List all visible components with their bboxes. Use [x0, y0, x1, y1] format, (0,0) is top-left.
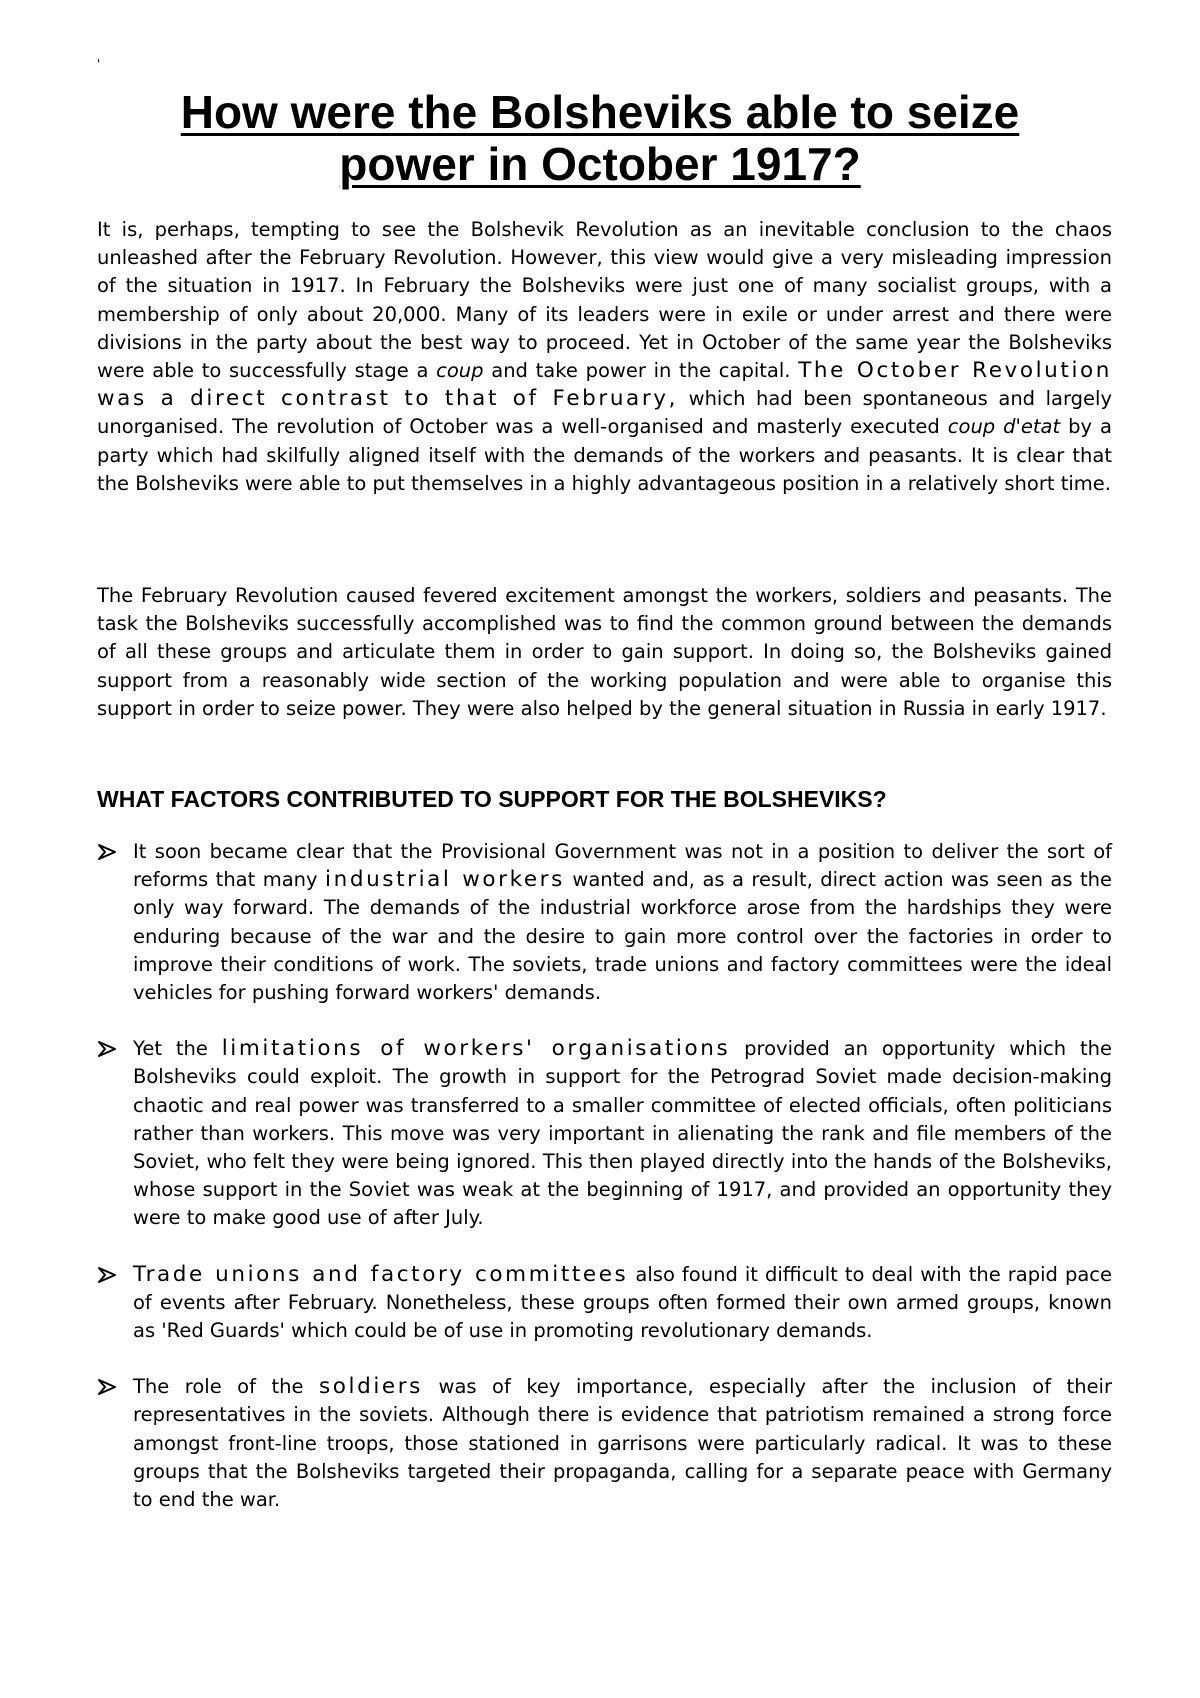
list-item — [97, 1261, 1112, 1346]
intro-emphasis: The October Revolution was a direct contrast to that of February, — [97, 358, 1112, 412]
arrow-bullet-icon — [97, 1377, 119, 1397]
february-paragraph: The February Revolution caused fevered excitement amongst the workers, soldiers and peasants. The task the Bolsheviks successfully accomplished was to find the common ground between the demands of all these groups and articulate them in order to gain support. In doing so, the Bolsheviks gained support from a reasonably wide section of the working population and were able to organise this support in order to seize power. They were also helped by the general situation in Russia in early 1917. — [97, 584, 1112, 720]
list-item — [97, 838, 1112, 1007]
intro-paragraph — [97, 216, 1112, 498]
list-item-text-a: It soon became clear that the Provisional Government was not in a position to deliver the sort of reforms that many — [133, 840, 1112, 892]
list-item-text-a: Yet the — [133, 1037, 222, 1061]
intro-text-b: and take power in the capital. — [483, 359, 799, 383]
page-mark: ' — [97, 57, 101, 71]
list-item-emphasis: soldiers — [318, 1374, 423, 1400]
list-item-text-b: was of key importance, especially after the inclusion of their representatives in the soviets. Although there is evidence that patriotism remained a strong force amongst front-line troops, those stationed in garrisons were particularly radical. It was to these groups that the Bolsheviks targeted their propaganda, calling for a separate peace with Germany to end the war. — [133, 1375, 1112, 1512]
page-title: How were the Bolsheviks able to seize power in October 1917? — [180, 86, 1020, 190]
arrow-bullet-icon — [97, 1265, 119, 1285]
list-item — [97, 1035, 1112, 1232]
list-item-emphasis: industrial workers — [325, 867, 565, 893]
arrow-bullet-icon — [97, 1039, 119, 1059]
list-item-text-b: also found it difficult to deal with the rapid pace of events after February. Nonetheless, these groups often formed their own armed groups, known as 'Red Guards' which could be of use in promoting revolutionary demands. — [133, 1262, 1112, 1343]
arrow-bullet-icon — [97, 842, 119, 862]
section-heading: WHAT FACTORS CONTRIBUTED TO SUPPORT FOR THE BOLSHEVIKS? — [97, 786, 887, 812]
intro-text-d: by a party which had skilfully aligned itself with the demands of the workers and peasants. It is clear that the Bolsheviks were able to put themselves in a highly advantageous position in a relatively short time. — [97, 415, 1112, 495]
intro-coup-detat: coup d'etat — [947, 415, 1061, 439]
intro-coup: coup — [436, 359, 484, 383]
list-item-text-a: The role of the — [133, 1375, 319, 1399]
factor-list — [97, 838, 1112, 1514]
list-item-emphasis: limitations of workers' organisations — [221, 1036, 731, 1062]
list-item-text-b: provided an opportunity which the Bolsheviks could exploit. The growth in support for the Petrograd Soviet made decision-making chaotic and real power was transferred to a smaller committee of elected officials, often politicians rather than workers. This move was very important in alienating the rank and file members of the Soviet, who felt they were being ignored. This then played directly into the hands of the Bolsheviks, whose support in the Soviet was weak at the beginning of 1917, and provided an opportunity they were to make good use of after July. — [133, 1037, 1112, 1230]
intro-text-c: which had been spontaneous and largely unorganised. The revolution of October was a well-organised and masterly executed — [97, 387, 1113, 439]
list-item-text-b: wanted and, as a result, direct action was seen as the only way forward. The demands of the industrial workforce arose from the hardships they were enduring because of the war and the desire to gain more control over the factories in order to improve their conditions of work. The soviets, trade unions and factory committees were the ideal vehicles for pushing forward workers' demands. — [133, 868, 1112, 1005]
list-item-emphasis: Trade unions and factory committees — [133, 1261, 629, 1287]
list-item — [97, 1373, 1112, 1514]
intro-text-a: It is, perhaps, tempting to see the Bolshevik Revolution as an inevitable conclusion to the chaos unleashed after the February Revolution. However, this view would give a very misleading impression of the situation in 1917. In February the Bolsheviks were just one of many socialist groups, with a membership of only about 20,000. Many of its leaders were in exile or under arrest and there were divisions in the party about the best way to proceed. Yet in October of the same year the Bolsheviks were able to successfully stage a — [97, 218, 1112, 383]
